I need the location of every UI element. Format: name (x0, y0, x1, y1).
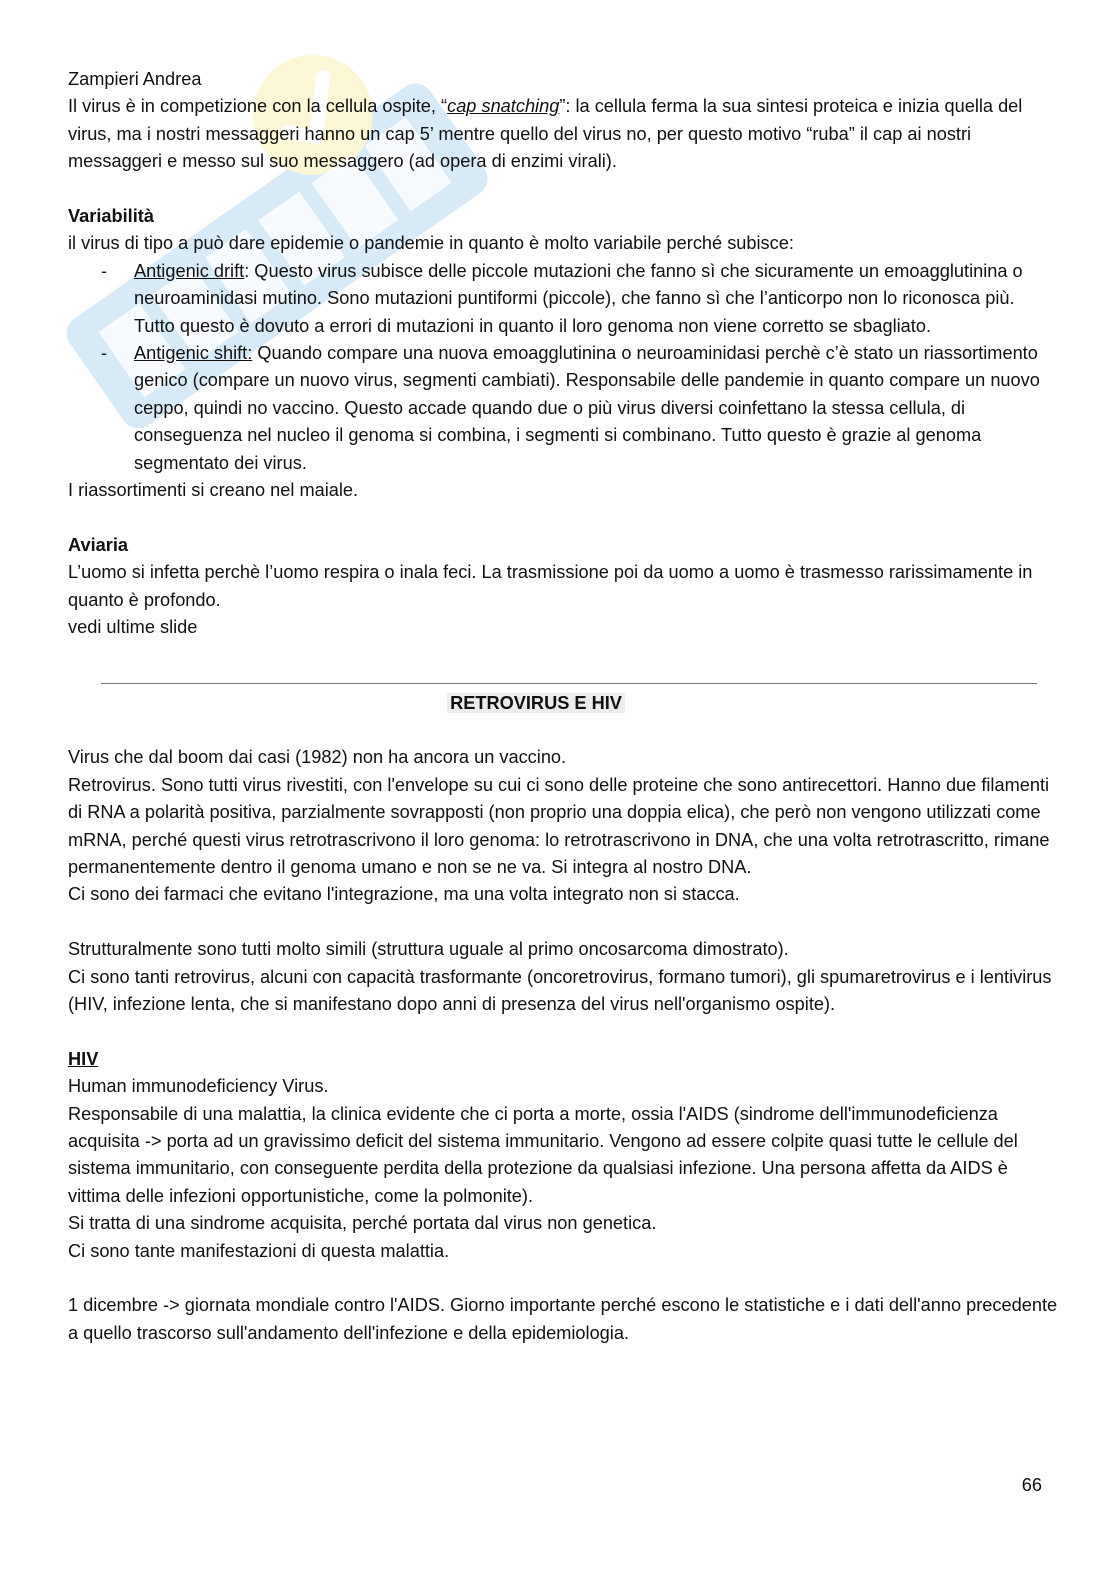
retrovirus-paragraph-4: Strutturalmente sono tutti molto simili (struttura uguale al primo oncosarcoma dimostrato). (68, 939, 789, 960)
list-item-antigenic-shift (68, 340, 1058, 477)
page-content (68, 66, 1058, 1347)
intro-paragraph (68, 93, 1058, 175)
list-item-antigenic-drift (68, 258, 1058, 340)
intro-after: ”: la cellula ferma la sua sintesi proteica e inizia quella del virus, ma i nostri messaggeri hanno un cap 5’ mentre quello del virus no, per questo motivo “ruba” il cap ai nostri messaggeri e messo sul suo messaggero (ad opera di enzimi virali). (68, 96, 1023, 172)
hiv-paragraph-3: Si tratta di una sindrome acquisita, perché portata dal virus non genetica. (68, 1213, 657, 1234)
retrovirus-paragraph-3: Ci sono dei farmaci che evitano l'integrazione, ma una volta integrato non si stacca. (68, 884, 740, 905)
dash-bullet: - (101, 343, 108, 364)
aviaria-heading: Aviaria (68, 534, 128, 555)
cap-snatching-term: cap snatching (447, 96, 560, 117)
hiv-paragraph-1: Human immunodeficiency Virus. (68, 1076, 329, 1097)
antigenic-shift-term: Antigenic shift: (134, 343, 253, 364)
author-line: Zampieri Andrea (68, 69, 202, 89)
hiv-paragraph-5: 1 dicembre -> giornata mondiale contro l'AIDS. Giorno importante perché escono le statistiche e i dati dell'anno precedente a quello trascorso sull'andamento dell'infezione e della epidemiologia. (68, 1295, 1058, 1343)
page-number: 66 (1021, 1475, 1042, 1495)
antigenic-drift-term: Antigenic drift (134, 260, 245, 281)
intro-before: Il virus è in competizione con la cellula ospite, “ (68, 96, 448, 117)
antigenic-drift-text: : Questo virus subisce delle piccole mutazioni che fanno sì che sicuramente un emoagglutinina o neuroaminidasi mutino. Sono mutazioni puntiformi (piccole), che fanno sì che l’anticorpo non lo riconosca più. Tutto questo è dovuto a errori di mutazioni in quanto il loro genoma non viene corretto se sbagliato. (134, 260, 1023, 336)
retrovirus-paragraph-2: Retrovirus. Sono tutti virus rivestiti, con l'envelope su cui ci sono delle proteine che sono antirecettori. Hanno due filamenti di RNA a polarità positiva, parzialmente sovrapposti (non proprio una doppia elica), che però non vengono utilizzati come mRNA, perché questi virus retrotrascrivono il loro genoma: lo retrotrascrivono in DNA, che una volta retrotrascritto, rimane permanentemente dentro il genoma umano e non se ne va. Si integra al nostro DNA. (68, 774, 1050, 877)
section-divider-wrap (68, 642, 1058, 690)
variabilita-intro: il virus di tipo a può dare epidemie o pandemie in quanto è molto variabile perché subisce: (68, 233, 794, 254)
variabilita-heading: Variabilità (68, 206, 154, 227)
hiv-paragraph-4: Ci sono tante manifestazioni di questa malattia. (68, 1240, 450, 1261)
antigenic-shift-text: Quando compare una nuova emoagglutinina o neuroaminidasi perchè c’è stato un riassortimento genico (compare un nuovo virus, segmenti cambiati). Responsabile delle pandemie in quanto compare un nuovo ceppo, quindi no vaccino. Questo accade quando due o più virus diversi coinfettano la stessa cellula, di conseguenza nel nucleo il genoma si combina, i segmenti si combinano. Tutto questo è grazie al genoma segmentato dei virus. (134, 343, 1040, 473)
section-title-text: RETROVIRUS E HIV (447, 693, 625, 713)
retrovirus-paragraph-5: Ci sono tanti retrovirus, alcuni con capacità trasformante (oncoretrovirus, formano tumori), gli spumaretrovirus e i lentivirus (HIV, infezione lenta, che si manifestano dopo anni di presenza del virus nell'organismo ospite). (68, 966, 1052, 1014)
hiv-heading: HIV (68, 1048, 99, 1069)
variabilita-list (68, 258, 1058, 477)
aviaria-note: vedi ultime slide (68, 617, 198, 638)
hiv-paragraph-2: Responsabile di una malattia, la clinica evidente che ci porta a morte, ossia l'AIDS (sindrome dell'immunodeficienza acquisita -> porta ad un gravissimo deficit del sistema immunitario. Vengono ad essere colpite quasi tutte le cellule del sistema immunitario, con conseguente perdita della protezione da qualsiasi infezione. Una persona affetta da AIDS è vittima delle infezioni opportunistiche, come la polmonite). (68, 1103, 1018, 1206)
retrovirus-paragraph-1: Virus che dal boom dai casi (1982) non ha ancora un vaccino. (68, 747, 567, 768)
section-title (68, 690, 1004, 717)
variabilita-closing: I riassortimenti si creano nel maiale. (68, 480, 359, 501)
aviaria-text: L’uomo si infetta perchè l’uomo respira o inala feci. La trasmissione poi da uomo a uomo è trasmesso rarissimamente in quanto è profondo. (68, 562, 1033, 610)
section-divider (101, 683, 1037, 684)
dash-bullet: - (101, 260, 108, 281)
